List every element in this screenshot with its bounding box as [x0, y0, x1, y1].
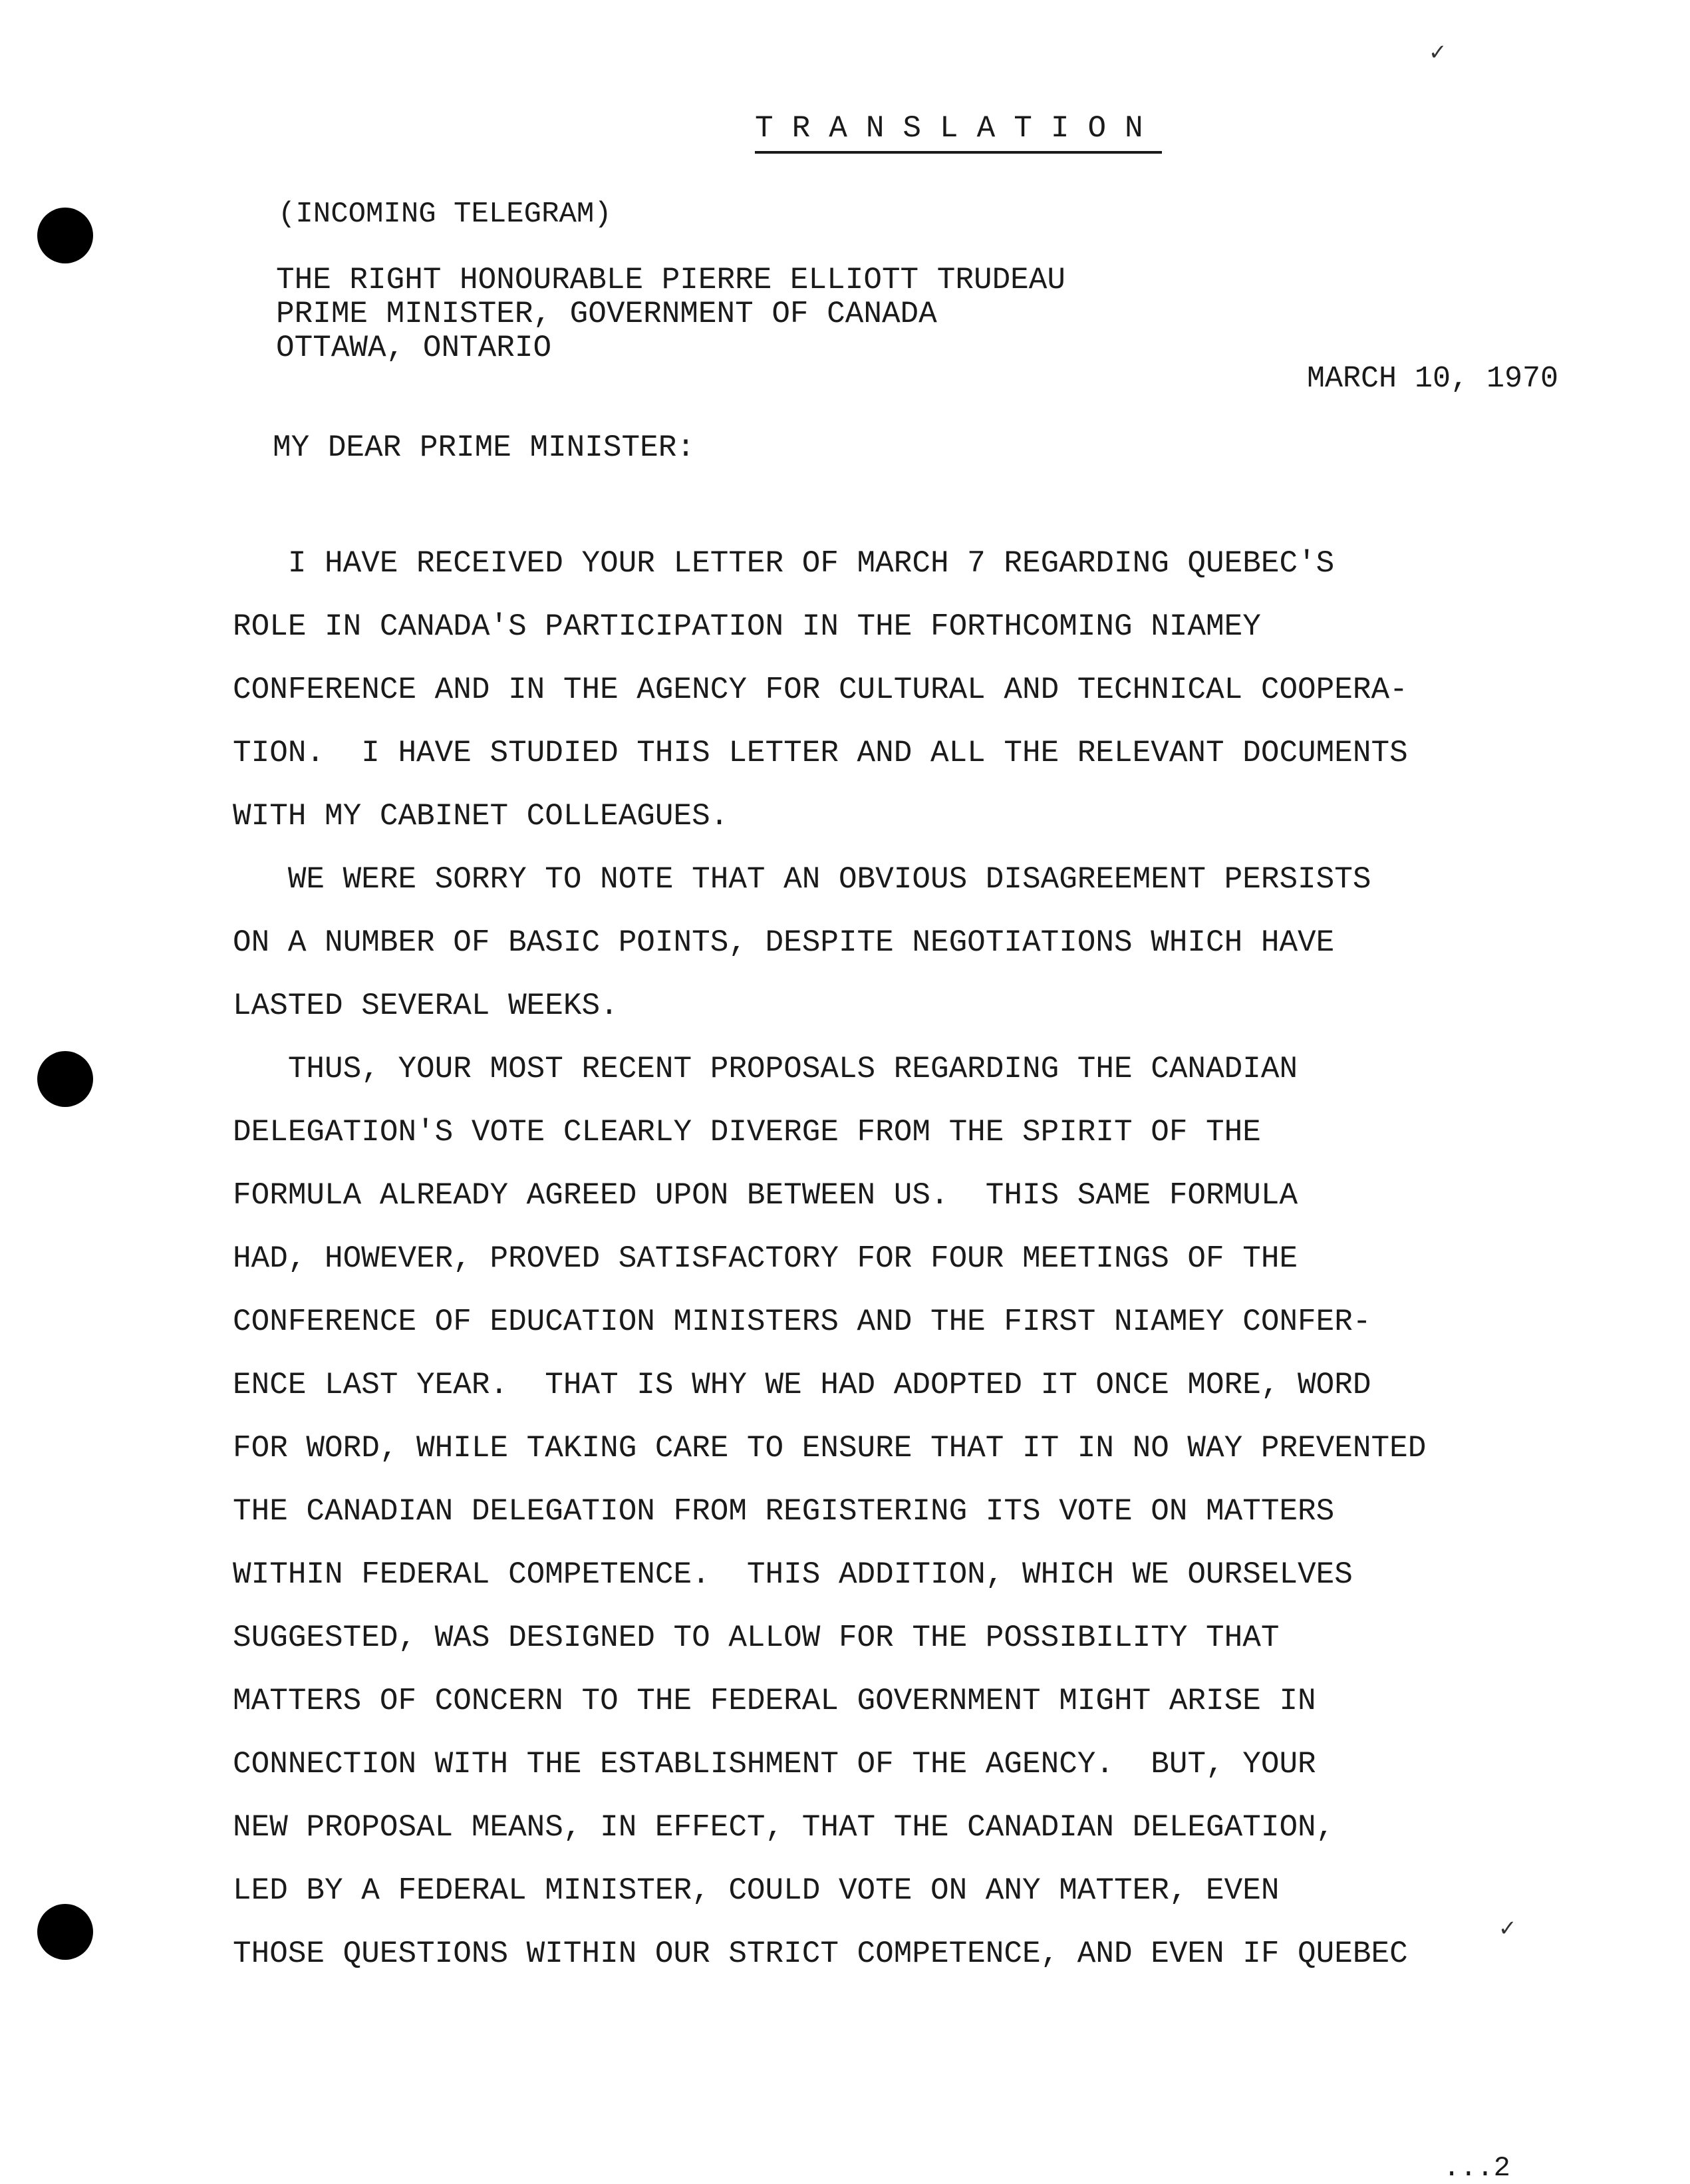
body-line: THE CANADIAN DELEGATION FROM REGISTERING ITS VOTE ON MATTERS — [233, 1494, 1335, 1529]
body-line: FORMULA ALREADY AGREED UPON BETWEEN US. THIS SAME FORMULA — [233, 1178, 1298, 1213]
body-line: THUS, YOUR MOST RECENT PROPOSALS REGARDING THE CANADIAN — [233, 1052, 1298, 1086]
body-line: CONNECTION WITH THE ESTABLISHMENT OF THE AGENCY. BUT, YOUR — [233, 1747, 1316, 1782]
body-line: TION. I HAVE STUDIED THIS LETTER AND ALL THE RELEVANT DOCUMENTS — [233, 736, 1408, 770]
body-line: NEW PROPOSAL MEANS, IN EFFECT, THAT THE CANADIAN DELEGATION, — [233, 1810, 1335, 1845]
telegram-label: (INCOMING TELEGRAM) — [278, 198, 612, 231]
body-line: HAD, HOWEVER, PROVED SATISFACTORY FOR FOUR MEETINGS OF THE — [233, 1241, 1298, 1276]
check-mark-icon: ✓ — [1430, 39, 1445, 68]
body-line: LASTED SEVERAL WEEKS. — [233, 989, 619, 1023]
body-line: ON A NUMBER OF BASIC POINTS, DESPITE NEGOTIATIONS WHICH HAVE — [233, 925, 1335, 960]
body-line: I HAVE RECEIVED YOUR LETTER OF MARCH 7 REGARDING QUEBEC'S — [233, 546, 1335, 581]
body-line: WITHIN FEDERAL COMPETENCE. THIS ADDITION, WHICH WE OURSELVES — [233, 1557, 1353, 1592]
document-title: TRANSLATION — [755, 112, 1162, 154]
salutation: MY DEAR PRIME MINISTER: — [273, 430, 695, 465]
check-mark-icon: ✓ — [1500, 1915, 1515, 1944]
letter-body — [233, 532, 1550, 1986]
body-line: MATTERS OF CONCERN TO THE FEDERAL GOVERNMENT MIGHT ARISE IN — [233, 1684, 1316, 1718]
body-line: ENCE LAST YEAR. THAT IS WHY WE HAD ADOPTED IT ONCE MORE, WORD — [233, 1368, 1371, 1402]
addressee-block — [276, 263, 1065, 365]
body-line: THOSE QUESTIONS WITHIN OUR STRICT COMPETENCE, AND EVEN IF QUEBEC — [233, 1937, 1408, 1971]
body-line: SUGGESTED, WAS DESIGNED TO ALLOW FOR THE POSSIBILITY THAT — [233, 1621, 1280, 1655]
addressee-line: THE RIGHT HONOURABLE PIERRE ELLIOTT TRUDEAU — [276, 263, 1065, 297]
body-line: DELEGATION'S VOTE CLEARLY DIVERGE FROM THE SPIRIT OF THE — [233, 1115, 1261, 1150]
punch-hole-top — [37, 208, 93, 263]
addressee-line: OTTAWA, ONTARIO — [276, 331, 552, 365]
addressee-line: PRIME MINISTER, GOVERNMENT OF CANADA — [276, 297, 937, 331]
body-line: CONFERENCE AND IN THE AGENCY FOR CULTURAL AND TECHNICAL COOPERA- — [233, 673, 1408, 707]
letter-date: MARCH 10, 1970 — [1307, 362, 1559, 396]
body-line: WE WERE SORRY TO NOTE THAT AN OBVIOUS DISAGREEMENT PERSISTS — [233, 862, 1371, 897]
punch-hole-bottom — [37, 1904, 93, 1960]
page-continuation-marker: ...2 — [1443, 2152, 1510, 2184]
body-line: LED BY A FEDERAL MINISTER, COULD VOTE ON ANY MATTER, EVEN — [233, 1873, 1280, 1908]
body-line: WITH MY CABINET COLLEAGUES. — [233, 799, 729, 834]
body-line: FOR WORD, WHILE TAKING CARE TO ENSURE THAT IT IN NO WAY PREVENTED — [233, 1431, 1427, 1466]
body-line: ROLE IN CANADA'S PARTICIPATION IN THE FORTHCOMING NIAMEY — [233, 609, 1261, 644]
punch-hole-middle — [37, 1051, 93, 1107]
body-line: CONFERENCE OF EDUCATION MINISTERS AND THE FIRST NIAMEY CONFER- — [233, 1305, 1371, 1339]
